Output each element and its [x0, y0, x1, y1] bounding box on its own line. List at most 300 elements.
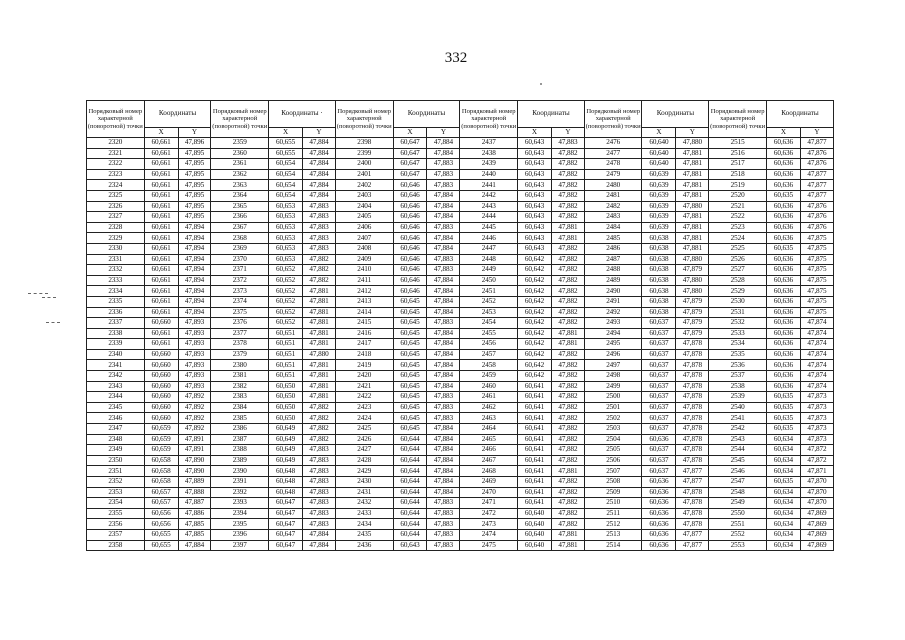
y-coordinate-cell: 47,875: [800, 233, 833, 244]
y-coordinate-cell: 47,878: [676, 360, 709, 371]
y-coordinate-cell: 47,882: [551, 265, 584, 276]
point-number-cell: 2472: [460, 508, 518, 519]
x-coordinate-cell: 60,658: [144, 466, 178, 477]
point-number-cell: 2530: [709, 296, 767, 307]
y-coordinate-cell: 47,884: [427, 190, 460, 201]
x-coordinate-cell: 60,635: [766, 477, 800, 488]
y-coordinate-cell: 47,891: [178, 434, 211, 445]
x-coordinate-cell: 60,636: [766, 201, 800, 212]
y-coordinate-cell: 47,893: [178, 381, 211, 392]
y-coordinate-cell: 47,894: [178, 296, 211, 307]
x-coordinate-cell: 60,636: [766, 222, 800, 233]
x-coordinate-cell: 60,643: [518, 201, 552, 212]
x-coordinate-cell: 60,647: [269, 540, 303, 551]
x-coordinate-cell: 60,652: [269, 286, 303, 297]
point-number-cell: 2329: [87, 233, 145, 244]
y-coordinate-cell: 47,881: [551, 540, 584, 551]
point-number-cell: 2506: [584, 455, 642, 466]
y-coordinate-cell: 47,873: [800, 424, 833, 435]
point-number-cell: 2492: [584, 307, 642, 318]
point-number-cell: 2413: [335, 296, 393, 307]
point-number-cell: 2349: [87, 445, 145, 456]
y-coordinate-cell: 47,882: [551, 349, 584, 360]
y-coordinate-cell: 47,879: [676, 307, 709, 318]
y-coordinate-cell: 47,881: [676, 212, 709, 223]
point-number-cell: 2416: [335, 328, 393, 339]
x-coordinate-cell: 60,647: [269, 519, 303, 530]
point-number-cell: 2332: [87, 265, 145, 276]
y-coordinate-cell: 47,884: [178, 540, 211, 551]
y-coordinate-cell: 47,892: [178, 402, 211, 413]
x-coordinate-cell: 60,636: [642, 508, 676, 519]
point-number-cell: 2474: [460, 529, 518, 540]
x-coordinate-cell: 60,646: [393, 190, 427, 201]
x-coordinate-cell: 60,661: [144, 169, 178, 180]
x-coordinate-cell: 60,661: [144, 222, 178, 233]
page-number: 332: [444, 50, 468, 66]
table-row: [87, 413, 834, 424]
y-coordinate-cell: 47,871: [800, 466, 833, 477]
point-number-cell: 2503: [584, 424, 642, 435]
table-row: [87, 180, 834, 191]
point-number-cell: 2352: [87, 477, 145, 488]
y-coordinate-cell: 47,883: [427, 159, 460, 170]
point-number-cell: 2406: [335, 222, 393, 233]
point-number-cell: 2471: [460, 498, 518, 509]
coordinates-header: Координаты: [518, 101, 585, 128]
point-number-cell: 2398: [335, 138, 393, 149]
point-number-cell: 2497: [584, 360, 642, 371]
point-number-cell: 2500: [584, 392, 642, 403]
x-coordinate-cell: 60,636: [766, 296, 800, 307]
x-coordinate-cell: 60,641: [518, 413, 552, 424]
y-coordinate-cell: 47,877: [800, 138, 833, 149]
point-number-cell: 2507: [584, 466, 642, 477]
point-number-cell: 2421: [335, 381, 393, 392]
y-coordinate-cell: 47,881: [551, 339, 584, 350]
point-number-cell: 2459: [460, 371, 518, 382]
point-number-cell: 2468: [460, 466, 518, 477]
point-number-header: Порядковый номер характерной (поворотной) точки: [335, 101, 393, 138]
point-number-cell: 2508: [584, 477, 642, 488]
x-coordinate-cell: 60,655: [269, 138, 303, 149]
x-coordinate-cell: 60,661: [144, 254, 178, 265]
x-coordinate-cell: 60,650: [269, 413, 303, 424]
table-row: [87, 254, 834, 265]
x-coordinate-cell: 60,634: [766, 487, 800, 498]
x-coordinate-cell: 60,636: [642, 540, 676, 551]
point-number-cell: 2364: [211, 190, 269, 201]
point-number-cell: 2430: [335, 477, 393, 488]
x-coordinate-cell: 60,636: [642, 487, 676, 498]
x-coordinate-cell: 60,641: [518, 402, 552, 413]
x-header: X: [766, 128, 800, 138]
y-coordinate-cell: 47,881: [676, 159, 709, 170]
point-number-cell: 2549: [709, 498, 767, 509]
x-coordinate-cell: 60,661: [144, 159, 178, 170]
point-number-cell: 2485: [584, 233, 642, 244]
x-coordinate-cell: 60,651: [269, 349, 303, 360]
x-coordinate-cell: 60,661: [144, 138, 178, 149]
y-coordinate-cell: 47,879: [676, 265, 709, 276]
x-coordinate-cell: 60,647: [393, 148, 427, 159]
x-coordinate-cell: 60,634: [766, 466, 800, 477]
y-coordinate-cell: 47,882: [303, 275, 336, 286]
y-coordinate-cell: 47,882: [551, 286, 584, 297]
point-number-cell: 2377: [211, 328, 269, 339]
x-coordinate-cell: 60,636: [766, 254, 800, 265]
x-coordinate-cell: 60,655: [144, 529, 178, 540]
x-coordinate-cell: 60,648: [269, 487, 303, 498]
y-coordinate-cell: 47,884: [427, 349, 460, 360]
point-number-cell: 2482: [584, 201, 642, 212]
y-coordinate-cell: 47,881: [303, 296, 336, 307]
y-coordinate-cell: 47,878: [676, 381, 709, 392]
scan-speck: [540, 83, 542, 85]
x-coordinate-cell: 60,649: [269, 424, 303, 435]
point-number-cell: 2350: [87, 455, 145, 466]
point-number-cell: 2362: [211, 169, 269, 180]
x-coordinate-cell: 60,642: [518, 349, 552, 360]
point-number-cell: 2449: [460, 265, 518, 276]
table-row: [87, 455, 834, 466]
y-coordinate-cell: 47,883: [427, 508, 460, 519]
y-coordinate-cell: 47,881: [676, 148, 709, 159]
point-number-cell: 2489: [584, 275, 642, 286]
point-number-cell: 2353: [87, 487, 145, 498]
point-number-header: Порядковый номер характерной (поворотной) точки: [460, 101, 518, 138]
point-number-cell: 2347: [87, 424, 145, 435]
table-row: [87, 201, 834, 212]
point-number-cell: 2445: [460, 222, 518, 233]
point-number-cell: 2435: [335, 529, 393, 540]
x-coordinate-cell: 60,635: [766, 402, 800, 413]
x-coordinate-cell: 60,645: [393, 339, 427, 350]
y-coordinate-cell: 47,893: [178, 328, 211, 339]
y-header: Y: [551, 128, 584, 138]
y-coordinate-cell: 47,883: [303, 487, 336, 498]
point-number-cell: 2322: [87, 159, 145, 170]
x-coordinate-cell: 60,634: [766, 540, 800, 551]
x-coordinate-cell: 60,636: [766, 371, 800, 382]
point-number-cell: 2484: [584, 222, 642, 233]
y-coordinate-cell: 47,880: [303, 349, 336, 360]
y-coordinate-cell: 47,881: [676, 222, 709, 233]
x-coordinate-cell: 60,652: [269, 318, 303, 329]
point-number-cell: 2409: [335, 254, 393, 265]
point-number-cell: 2354: [87, 498, 145, 509]
y-coordinate-cell: 47,882: [551, 296, 584, 307]
x-coordinate-cell: 60,635: [766, 243, 800, 254]
x-coordinate-cell: 60,640: [518, 529, 552, 540]
y-coordinate-cell: 47,881: [303, 360, 336, 371]
y-coordinate-cell: 47,895: [178, 201, 211, 212]
point-number-cell: 2461: [460, 392, 518, 403]
point-number-cell: 2456: [460, 339, 518, 350]
y-coordinate-cell: 47,883: [303, 519, 336, 530]
x-coordinate-cell: 60,641: [518, 424, 552, 435]
y-coordinate-cell: 47,894: [178, 233, 211, 244]
point-number-cell: 2512: [584, 519, 642, 530]
x-coordinate-cell: 60,643: [518, 148, 552, 159]
x-coordinate-cell: 60,642: [518, 275, 552, 286]
y-coordinate-cell: 47,883: [427, 318, 460, 329]
point-number-cell: 2458: [460, 360, 518, 371]
point-number-cell: 2355: [87, 508, 145, 519]
x-coordinate-cell: 60,643: [518, 233, 552, 244]
x-coordinate-cell: 60,637: [642, 360, 676, 371]
x-coordinate-cell: 60,642: [518, 265, 552, 276]
y-coordinate-cell: 47,883: [303, 233, 336, 244]
x-coordinate-cell: 60,644: [393, 434, 427, 445]
x-coordinate-cell: 60,645: [393, 328, 427, 339]
point-number-cell: 2381: [211, 371, 269, 382]
x-coordinate-cell: 60,658: [144, 477, 178, 488]
point-number-cell: 2333: [87, 275, 145, 286]
y-coordinate-cell: 47,884: [427, 381, 460, 392]
point-number-cell: 2546: [709, 466, 767, 477]
point-number-cell: 2385: [211, 413, 269, 424]
point-number-cell: 2344: [87, 392, 145, 403]
y-coordinate-cell: 47,891: [178, 445, 211, 456]
coordinates-header: Координаты: [393, 101, 460, 128]
x-coordinate-cell: 60,661: [144, 265, 178, 276]
x-coordinate-cell: 60,639: [642, 201, 676, 212]
point-number-cell: 2335: [87, 296, 145, 307]
x-coordinate-cell: 60,636: [766, 212, 800, 223]
x-coordinate-cell: 60,634: [766, 498, 800, 509]
x-coordinate-cell: 60,646: [393, 212, 427, 223]
x-coordinate-cell: 60,640: [518, 519, 552, 530]
x-coordinate-cell: 60,653: [269, 254, 303, 265]
x-coordinate-cell: 60,642: [518, 286, 552, 297]
x-coordinate-cell: 60,641: [518, 487, 552, 498]
point-number-cell: 2543: [709, 434, 767, 445]
x-coordinate-cell: 60,661: [144, 243, 178, 254]
x-coordinate-cell: 60,642: [518, 339, 552, 350]
point-number-cell: 2538: [709, 381, 767, 392]
y-coordinate-cell: 47,882: [303, 402, 336, 413]
x-coordinate-cell: 60,646: [393, 222, 427, 233]
y-coordinate-cell: 47,894: [178, 265, 211, 276]
point-number-cell: 2523: [709, 222, 767, 233]
y-coordinate-cell: 47,884: [303, 169, 336, 180]
y-coordinate-cell: 47,874: [800, 339, 833, 350]
y-coordinate-cell: 47,881: [303, 339, 336, 350]
point-number-cell: 2397: [211, 540, 269, 551]
point-number-cell: 2529: [709, 286, 767, 297]
y-coordinate-cell: 47,884: [427, 445, 460, 456]
y-coordinate-cell: 47,875: [800, 307, 833, 318]
point-number-cell: 2427: [335, 445, 393, 456]
point-number-cell: 2501: [584, 402, 642, 413]
point-number-cell: 2382: [211, 381, 269, 392]
point-number-cell: 2343: [87, 381, 145, 392]
point-number-cell: 2547: [709, 477, 767, 488]
point-number-cell: 2351: [87, 466, 145, 477]
x-coordinate-cell: 60,644: [393, 519, 427, 530]
y-coordinate-cell: 47,883: [303, 455, 336, 466]
y-coordinate-cell: 47,884: [303, 190, 336, 201]
point-number-cell: 2331: [87, 254, 145, 265]
y-coordinate-cell: 47,878: [676, 508, 709, 519]
point-number-cell: 2387: [211, 434, 269, 445]
y-coordinate-cell: 47,882: [303, 413, 336, 424]
x-coordinate-cell: 60,641: [518, 498, 552, 509]
table-row: [87, 318, 834, 329]
x-coordinate-cell: 60,661: [144, 201, 178, 212]
x-coordinate-cell: 60,654: [269, 190, 303, 201]
y-coordinate-cell: 47,882: [551, 477, 584, 488]
table-row: [87, 360, 834, 371]
y-coordinate-cell: 47,893: [178, 339, 211, 350]
table-row: [87, 169, 834, 180]
point-number-cell: 2511: [584, 508, 642, 519]
x-coordinate-cell: 60,644: [393, 508, 427, 519]
x-coordinate-cell: 60,650: [269, 402, 303, 413]
x-coordinate-cell: 60,640: [642, 159, 676, 170]
y-coordinate-cell: 47,872: [800, 455, 833, 466]
x-coordinate-cell: 60,655: [269, 148, 303, 159]
point-number-cell: 2526: [709, 254, 767, 265]
y-coordinate-cell: 47,881: [303, 318, 336, 329]
y-coordinate-cell: 47,882: [551, 243, 584, 254]
point-number-cell: 2486: [584, 243, 642, 254]
x-coordinate-cell: 60,634: [766, 445, 800, 456]
x-header: X: [393, 128, 427, 138]
x-coordinate-cell: 60,645: [393, 307, 427, 318]
y-coordinate-cell: 47,882: [551, 519, 584, 530]
x-coordinate-cell: 60,638: [642, 243, 676, 254]
y-coordinate-cell: 47,879: [676, 328, 709, 339]
point-number-cell: 2527: [709, 265, 767, 276]
table-row: [87, 339, 834, 350]
x-coordinate-cell: 60,636: [766, 307, 800, 318]
table-row: [87, 477, 834, 488]
x-coordinate-cell: 60,660: [144, 392, 178, 403]
y-coordinate-cell: 47,870: [800, 498, 833, 509]
point-number-cell: 2359: [211, 138, 269, 149]
point-number-cell: 2522: [709, 212, 767, 223]
y-coordinate-cell: 47,881: [551, 328, 584, 339]
point-number-cell: 2334: [87, 286, 145, 297]
table-row: [87, 296, 834, 307]
point-number-header: Порядковый номер характерной (поворотной) точки: [709, 101, 767, 138]
x-coordinate-cell: 60,660: [144, 381, 178, 392]
y-coordinate-cell: 47,875: [800, 286, 833, 297]
x-coordinate-cell: 60,661: [144, 180, 178, 191]
x-coordinate-cell: 60,639: [642, 169, 676, 180]
table-row: [87, 529, 834, 540]
y-coordinate-cell: 47,873: [800, 413, 833, 424]
point-number-cell: 2510: [584, 498, 642, 509]
y-coordinate-cell: 47,884: [427, 455, 460, 466]
x-coordinate-cell: 60,661: [144, 148, 178, 159]
point-number-cell: 2515: [709, 138, 767, 149]
point-number-cell: 2496: [584, 349, 642, 360]
x-coordinate-cell: 60,643: [518, 169, 552, 180]
point-number-cell: 2392: [211, 487, 269, 498]
y-coordinate-cell: 47,880: [676, 201, 709, 212]
point-number-cell: 2341: [87, 360, 145, 371]
point-number-cell: 2452: [460, 296, 518, 307]
table-row: [87, 307, 834, 318]
x-coordinate-cell: 60,634: [766, 434, 800, 445]
point-number-cell: 2533: [709, 328, 767, 339]
table-row: [87, 487, 834, 498]
y-coordinate-cell: 47,876: [800, 148, 833, 159]
y-coordinate-cell: 47,882: [551, 275, 584, 286]
y-coordinate-cell: 47,881: [303, 381, 336, 392]
x-coordinate-cell: 60,636: [766, 360, 800, 371]
table-header: [87, 101, 834, 138]
x-coordinate-cell: 60,645: [393, 296, 427, 307]
point-number-cell: 2415: [335, 318, 393, 329]
y-coordinate-cell: 47,884: [427, 487, 460, 498]
point-number-cell: 2348: [87, 434, 145, 445]
y-coordinate-cell: 47,883: [303, 498, 336, 509]
x-coordinate-cell: 60,644: [393, 529, 427, 540]
y-coordinate-cell: 47,882: [303, 424, 336, 435]
y-coordinate-cell: 47,880: [676, 275, 709, 286]
point-number-cell: 2368: [211, 233, 269, 244]
x-coordinate-cell: 60,635: [766, 424, 800, 435]
y-coordinate-cell: 47,884: [427, 212, 460, 223]
point-number-cell: 2338: [87, 328, 145, 339]
table-row: [87, 190, 834, 201]
x-coordinate-cell: 60,660: [144, 413, 178, 424]
x-coordinate-cell: 60,649: [269, 434, 303, 445]
x-coordinate-cell: 60,640: [518, 540, 552, 551]
x-coordinate-cell: 60,634: [766, 508, 800, 519]
y-coordinate-cell: 47,870: [800, 487, 833, 498]
y-coordinate-cell: 47,877: [800, 169, 833, 180]
table-row: [87, 434, 834, 445]
y-coordinate-cell: 47,881: [303, 286, 336, 297]
coordinates-header: Координаты ·: [269, 101, 336, 128]
x-header: X: [144, 128, 178, 138]
x-coordinate-cell: 60,660: [144, 360, 178, 371]
x-coordinate-cell: 60,652: [269, 307, 303, 318]
point-number-cell: 2521: [709, 201, 767, 212]
x-coordinate-cell: 60,636: [766, 275, 800, 286]
point-number-cell: 2356: [87, 519, 145, 530]
y-coordinate-cell: 47,881: [676, 190, 709, 201]
point-number-cell: 2373: [211, 286, 269, 297]
y-coordinate-cell: 47,875: [800, 275, 833, 286]
table-row: [87, 148, 834, 159]
x-header: X: [269, 128, 303, 138]
point-number-cell: 2536: [709, 360, 767, 371]
x-coordinate-cell: 60,637: [642, 371, 676, 382]
point-number-cell: 2376: [211, 318, 269, 329]
point-number-cell: 2391: [211, 477, 269, 488]
x-coordinate-cell: 60,644: [393, 498, 427, 509]
y-coordinate-cell: 47,874: [800, 328, 833, 339]
y-coordinate-cell: 47,880: [676, 286, 709, 297]
x-coordinate-cell: 60,643: [518, 190, 552, 201]
point-number-cell: 2370: [211, 254, 269, 265]
y-coordinate-cell: 47,895: [178, 212, 211, 223]
point-number-cell: 2490: [584, 286, 642, 297]
y-coordinate-cell: 47,884: [427, 477, 460, 488]
x-coordinate-cell: 60,636: [766, 381, 800, 392]
point-number-cell: 2514: [584, 540, 642, 551]
x-coordinate-cell: 60,637: [642, 413, 676, 424]
y-coordinate-cell: 47,881: [551, 233, 584, 244]
y-coordinate-cell: 47,878: [676, 424, 709, 435]
x-coordinate-cell: 60,660: [144, 318, 178, 329]
